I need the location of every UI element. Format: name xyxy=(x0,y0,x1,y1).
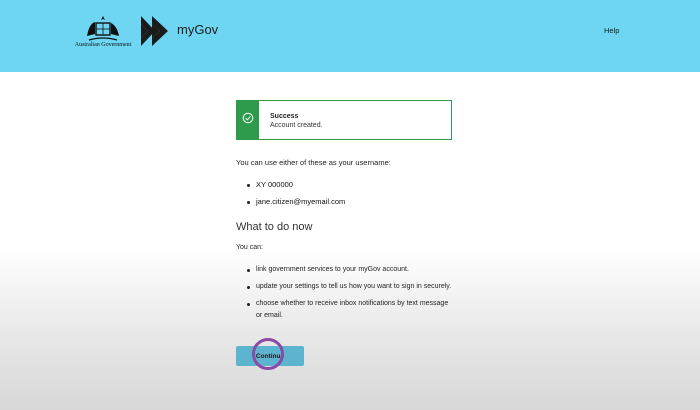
help-link[interactable]: Help xyxy=(604,26,620,35)
todo-item: choose whether to receive inbox notifications by text message or email. xyxy=(246,298,456,322)
government-label: Australian Government xyxy=(74,42,132,48)
alert-title: Success xyxy=(270,113,299,120)
todo-item: update your settings to tell us how you want to sign in securely. xyxy=(246,281,456,293)
todo-list xyxy=(246,264,456,327)
username-list xyxy=(246,180,345,214)
alert-message: Account created. xyxy=(270,122,323,129)
check-circle-icon xyxy=(242,111,254,129)
mygov-chevron-logo xyxy=(140,15,170,47)
continue-button[interactable]: Continue xyxy=(236,346,304,366)
main-content xyxy=(236,100,456,319)
username-item: jane.citizen@myemail.com xyxy=(246,197,345,214)
username-item: XY 000000 xyxy=(246,180,345,197)
site-header xyxy=(0,0,700,72)
section-heading: What to do now xyxy=(236,221,313,233)
brand-name: myGov xyxy=(177,22,219,37)
alert-accent-bar xyxy=(237,101,259,139)
you-can-text: You can: xyxy=(236,244,263,251)
success-alert xyxy=(236,100,452,140)
username-intro: You can use either of these as your username: xyxy=(236,158,391,167)
todo-item: link government services to your myGov account. xyxy=(246,264,456,276)
